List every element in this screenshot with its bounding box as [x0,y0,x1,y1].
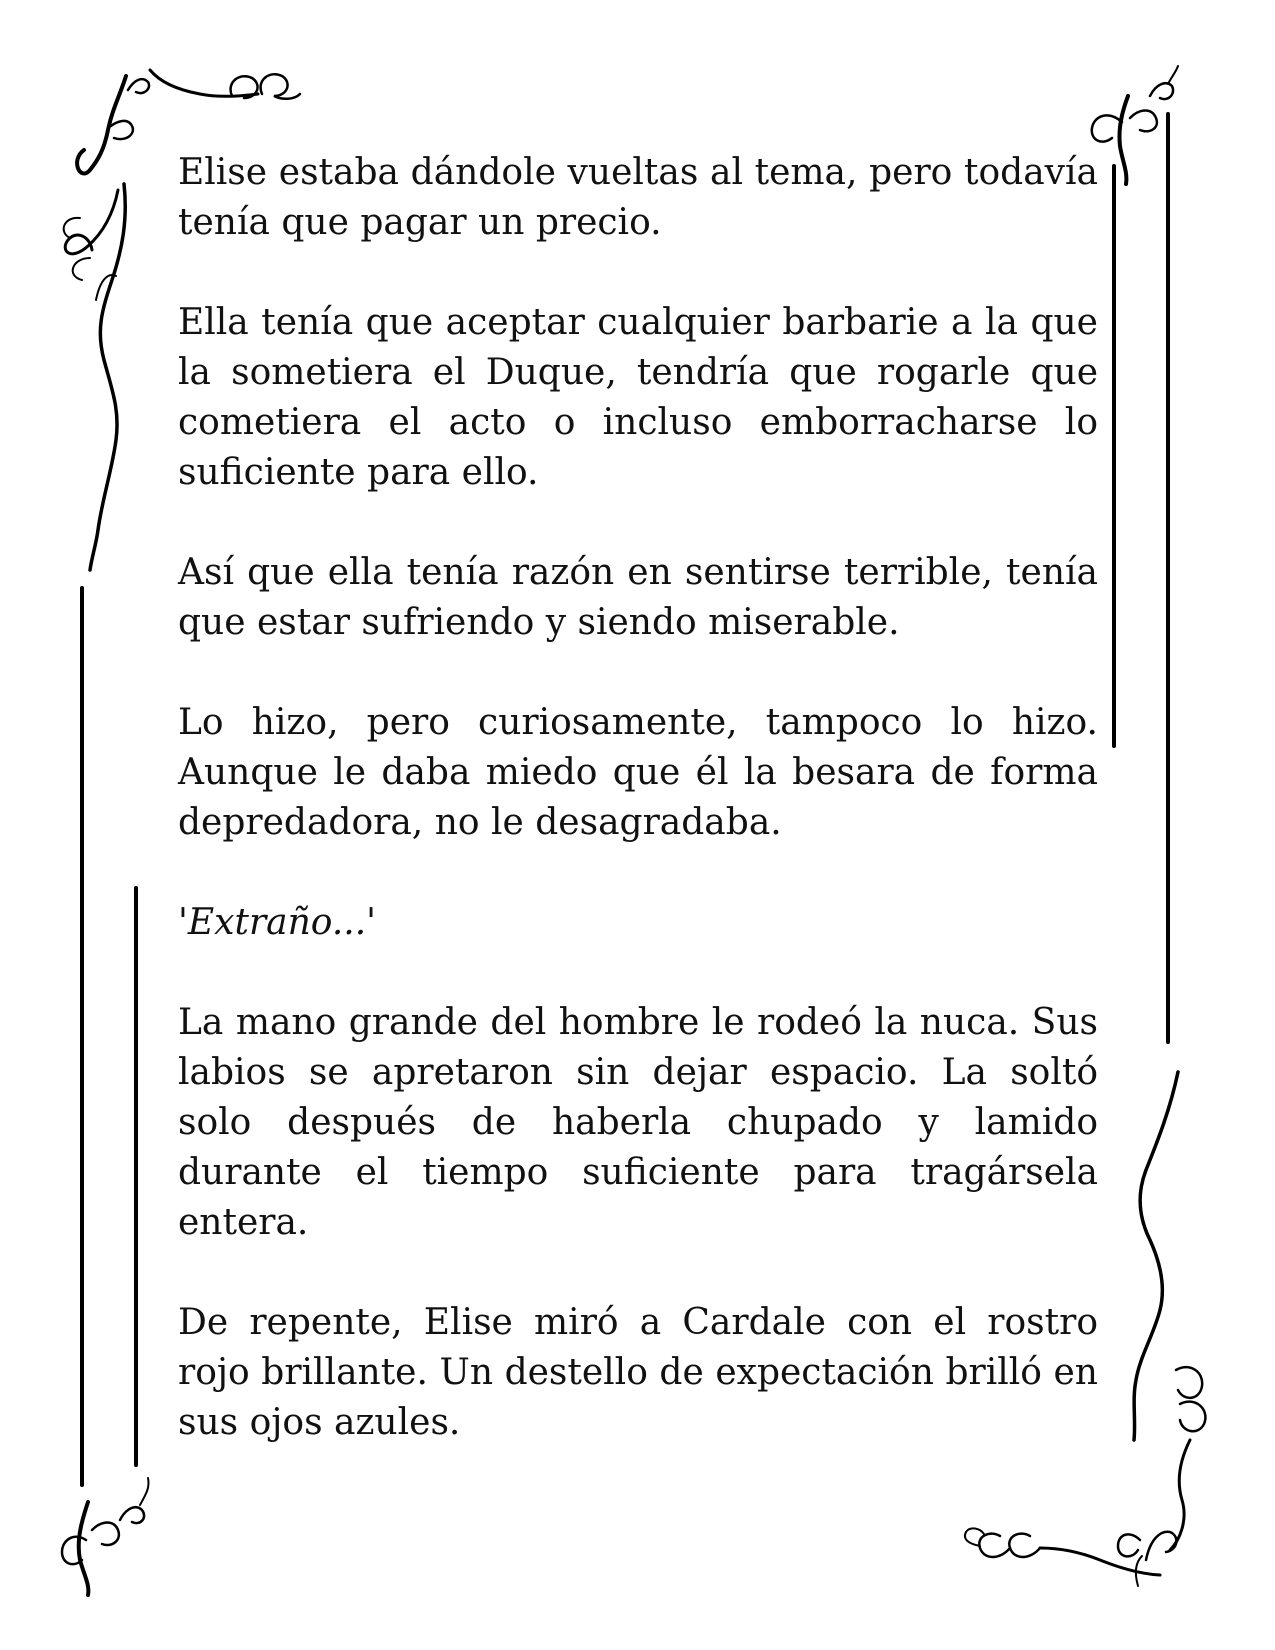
paragraph-6: De repente, Elise miró a Cardale con el rostro rojo brillante. Un destello de expectación brilló en sus ojos azules. [178,1302,1098,1443]
paragraph-4: Lo hizo, pero curiosamente, tampoco lo hizo. Aunque le daba miedo que él la besara de forma depredadora, no le desagradaba. [178,702,1098,843]
paragraph-5: La mano grande del hombre le rodeó la nuca. Sus labios se apretaron sin dejar espacio. La soltó solo después de haberla chupado y lamido durante el tiempo suficiente para tragársela entera. [178,1002,1098,1243]
top-right-flourish [1092,66,1178,184]
paragraph-3: Así que ella tenía razón en sentirse terrible, tenía que estar sufriendo y siendo miserable. [178,552,1098,643]
paragraph-1: Elise estaba dándole vueltas al tema, pero todavía tenía que pagar un precio. [178,152,1098,243]
paragraph-2: Ella tenía que aceptar cualquier barbarie a la que la sometiera el Duque, tendría que rogarle que cometiera el acto o incluso emborracharse lo suficiente para ello. [178,302,1098,493]
inner-thought: 'Extraño...' [178,902,377,943]
story-text [178,148,1098,1498]
bottom-left-flourish [62,1478,149,1595]
